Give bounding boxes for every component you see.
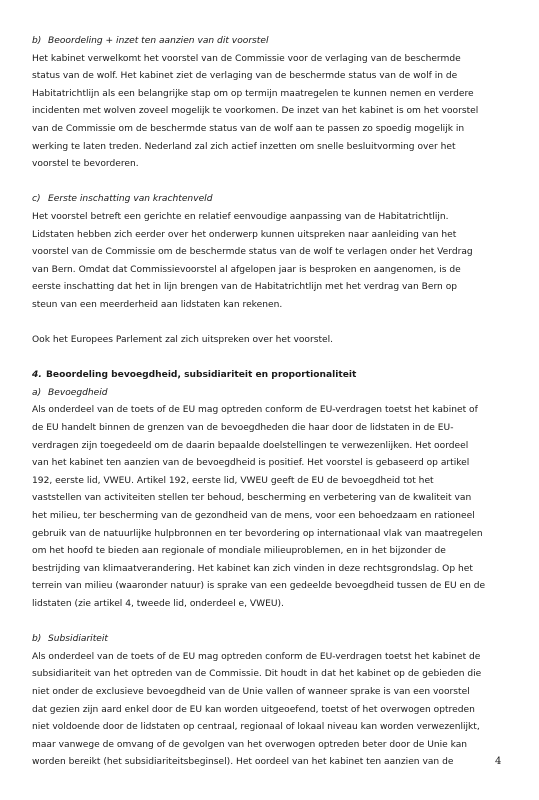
text-line: Het voorstel betreft een gerichte en relatief eenvoudige aanpassing van de Habitatrichtlijn. [32, 211, 449, 222]
page-content [32, 33, 514, 772]
text-line: om het hoofd te bieden aan regionale of mondiale milieuproblemen, en in het bijzonder de [32, 546, 446, 557]
subheading-beoordeling-inzet [32, 33, 514, 51]
subheading-letter: c) [32, 194, 41, 205]
text-line: voorstel te bevorderen. [32, 159, 139, 170]
section-number: 4. [32, 370, 42, 381]
text-line: terrein van milieu (waaronder natuur) is sprake van een gedeelde bevoegdheid tussen de EU en de [32, 581, 486, 592]
text-line: steun van een meerderheid aan lidstaten kan rekenen. [32, 299, 283, 310]
subheading-subsidiariteit [32, 631, 514, 649]
text-line: werking te laten treden. Nederland zal zich actief inzetten om snelle besluitvorming over het [32, 141, 456, 152]
text-line: subsidiariteit van het optreden van de Commissie. Dit houdt in dat het kabinet op de gebieden die [32, 669, 482, 680]
text-line: eerste inschatting dat het in lijn brengen van de Habitatrichtlijn met het verdrag van Bern op [32, 282, 458, 293]
subheading-title: Beoordeling + inzet ten aanzien van dit voorstel [48, 36, 269, 46]
text-line: niet voldoende door de lidstaten op centraal, regionaal of lokaal niveau kan worden verwezenlijkt, [32, 722, 480, 733]
text-line: dat gezien zijn aard enkel door de EU kan worden uitgeoefend, toetst of het overwogen optreden [32, 704, 475, 715]
text-line: gebruik van de natuurlijke hulpbronnen en ter bevordering op internationaal vlak van maatregelen [32, 528, 483, 539]
text-line: Habitatrichtlijn als een belangrijke stap om op termijn maatregelen te kunnen nemen en verdere [32, 88, 474, 99]
text-line: bestrijding van klimaatverandering. Het kabinet kan zich vinden in deze rechtsgrondslag. Op het [32, 563, 473, 574]
text-line: Het kabinet verwelkomt het voorstel van de Commissie voor de verlaging van de beschermde [32, 53, 461, 64]
section-title: Beoordeling bevoegdheid, subsidiariteit en proportionaliteit [46, 370, 357, 381]
text-line: Lidstaten hebben zich eerder over het onderwerp kunnen uitspreken naar aanleiding van het [32, 229, 457, 240]
text-line: vaststellen van activiteiten stellen ter behoud, bescherming en verbetering van de kwaliteit van [32, 493, 472, 504]
page-number: 4 [495, 756, 502, 767]
text-line: verdragen zijn toegedeeld om de daarin bepaalde doelstellingen te verwezenlijken. Het oordeel [32, 440, 469, 451]
text-line: van het kabinet ten aanzien van de bevoegdheid is positief. Het voorstel is gebaseerd op artikel [32, 458, 470, 469]
text-line: niet onder de exclusieve bevoegdheid van de Unie vallen of wanneer sprake is van een voorstel [32, 686, 470, 697]
subheading-title: Bevoegdheid [48, 387, 108, 398]
text-line: maar vanwege de omvang of de gevolgen van het overwogen optreden beter door de Unie kan [32, 739, 468, 750]
subheading-title: Subsidiariteit [48, 634, 108, 645]
subheading-letter: b) [32, 36, 42, 46]
section-heading-4 [32, 367, 514, 385]
text-line: het milieu, ter bescherming van de gezondheid van de mens, voor een behoedzaam en rationeel [32, 511, 475, 522]
subheading-letter: b) [32, 634, 42, 645]
paragraph-subsidiariteit [32, 649, 514, 772]
paragraph-europees-parlement: Ook het Europees Parlement zal zich uitspreken over het voorstel. [32, 335, 334, 346]
text-line: status van de wolf. Het kabinet ziet de verlaging van de beschermde status van de wolf in de [32, 71, 458, 82]
text-line: Als onderdeel van de toets of de EU mag optreden conform de EU-verdragen toetst het kabinet de [32, 651, 481, 662]
text-line: voorstel van de Commissie om de beschermde status van de wolf te verlagen onder het Verdrag [32, 247, 473, 258]
paragraph-krachtenveld [32, 209, 514, 315]
text-line: lidstaten (zie artikel 4, tweede lid, onderdeel e, VWEU). [32, 599, 284, 609]
subheading-title: Eerste inschatting van krachtenveld [48, 194, 213, 205]
text-line: van de Commissie om de beschermde status van de wolf aan te passen zo spoedig mogelijk in [32, 123, 465, 134]
text-line: Als onderdeel van de toets of de EU mag optreden conform de EU-verdragen toetst het kabinet of [32, 405, 478, 416]
text-line: 192, eerste lid, VWEU. Artikel 192, eerste lid, VWEU geeft de EU de bevoegdheid tot het [32, 475, 434, 486]
text-line: worden bereikt (het subsidiariteitsbeginsel). Het oordeel van het kabinet ten aanzien van de [32, 757, 454, 768]
text-line: incidenten met wolven zoveel mogelijk te voorkomen. De inzet van het kabinet is om het voorstel [32, 106, 479, 117]
subheading-bevoegdheid [32, 385, 514, 403]
subheading-krachtenveld [32, 191, 514, 209]
paragraph-beoordeling-inzet [32, 51, 514, 174]
text-line: van Bern. Omdat dat Commissievoorstel al afgelopen jaar is besproken en aangenomen, is de [32, 264, 461, 275]
paragraph-bevoegdheid [32, 402, 514, 613]
subheading-letter: a) [32, 387, 42, 398]
text-line: de EU handelt binnen de grenzen van de bevoegdheden die haar door de lidstaten in de EU- [32, 423, 454, 434]
